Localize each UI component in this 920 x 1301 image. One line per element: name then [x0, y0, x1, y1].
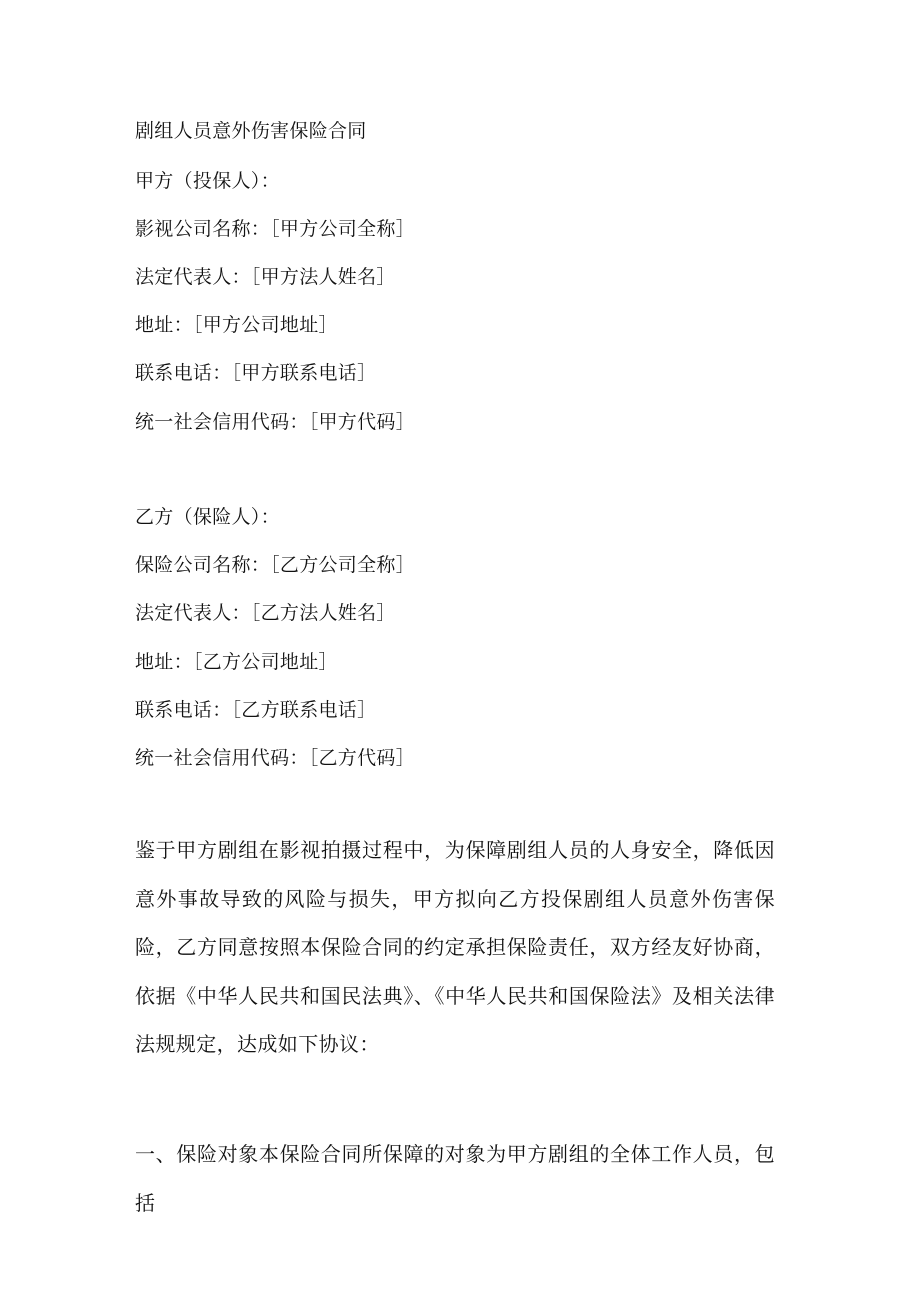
party-b-address: 地址：［乙方公司地址］ [135, 651, 338, 673]
preamble-paragraph: 鉴于甲方剧组在影视拍摄过程中，为保障剧组人员的人身安全，降低因意外事故导致的风险与损失，甲方拟向乙方投保剧组人员意外伤害保险，乙方同意按照本保险合同的约定承担保险责任，双方经友好协商，依据《中华人民共和国民法典》、《中华人民共和国保险法》及相关法律法规规定，达成如下协议： [135, 838, 775, 1056]
party-a-address: 地址：［甲方公司地址］ [135, 314, 338, 336]
party-b-legal-rep: 法定代表人：［乙方法人姓名］ [135, 602, 396, 624]
party-b-phone: 联系电话：［乙方联系电话］ [135, 699, 377, 721]
party-a-phone: 联系电话：［甲方联系电话］ [135, 362, 377, 384]
party-a-legal-rep: 法定代表人：［甲方法人姓名］ [135, 266, 396, 288]
party-b-company: 保险公司名称：［乙方公司全称］ [135, 554, 416, 576]
party-b-heading: 乙方（保险人）： [135, 506, 280, 528]
section-1-paragraph: 一、保险对象本保险合同所保障的对象为甲方剧组的全体工作人员，包括 [135, 1142, 775, 1215]
party-a-credit-code: 统一社会信用代码：［甲方代码］ [135, 411, 416, 433]
party-a-heading: 甲方（投保人）： [135, 170, 280, 192]
party-b-credit-code: 统一社会信用代码：［乙方代码］ [135, 747, 416, 769]
party-a-company: 影视公司名称：［甲方公司全称］ [135, 218, 416, 240]
document-title: 剧组人员意外伤害保险合同 [135, 120, 367, 142]
